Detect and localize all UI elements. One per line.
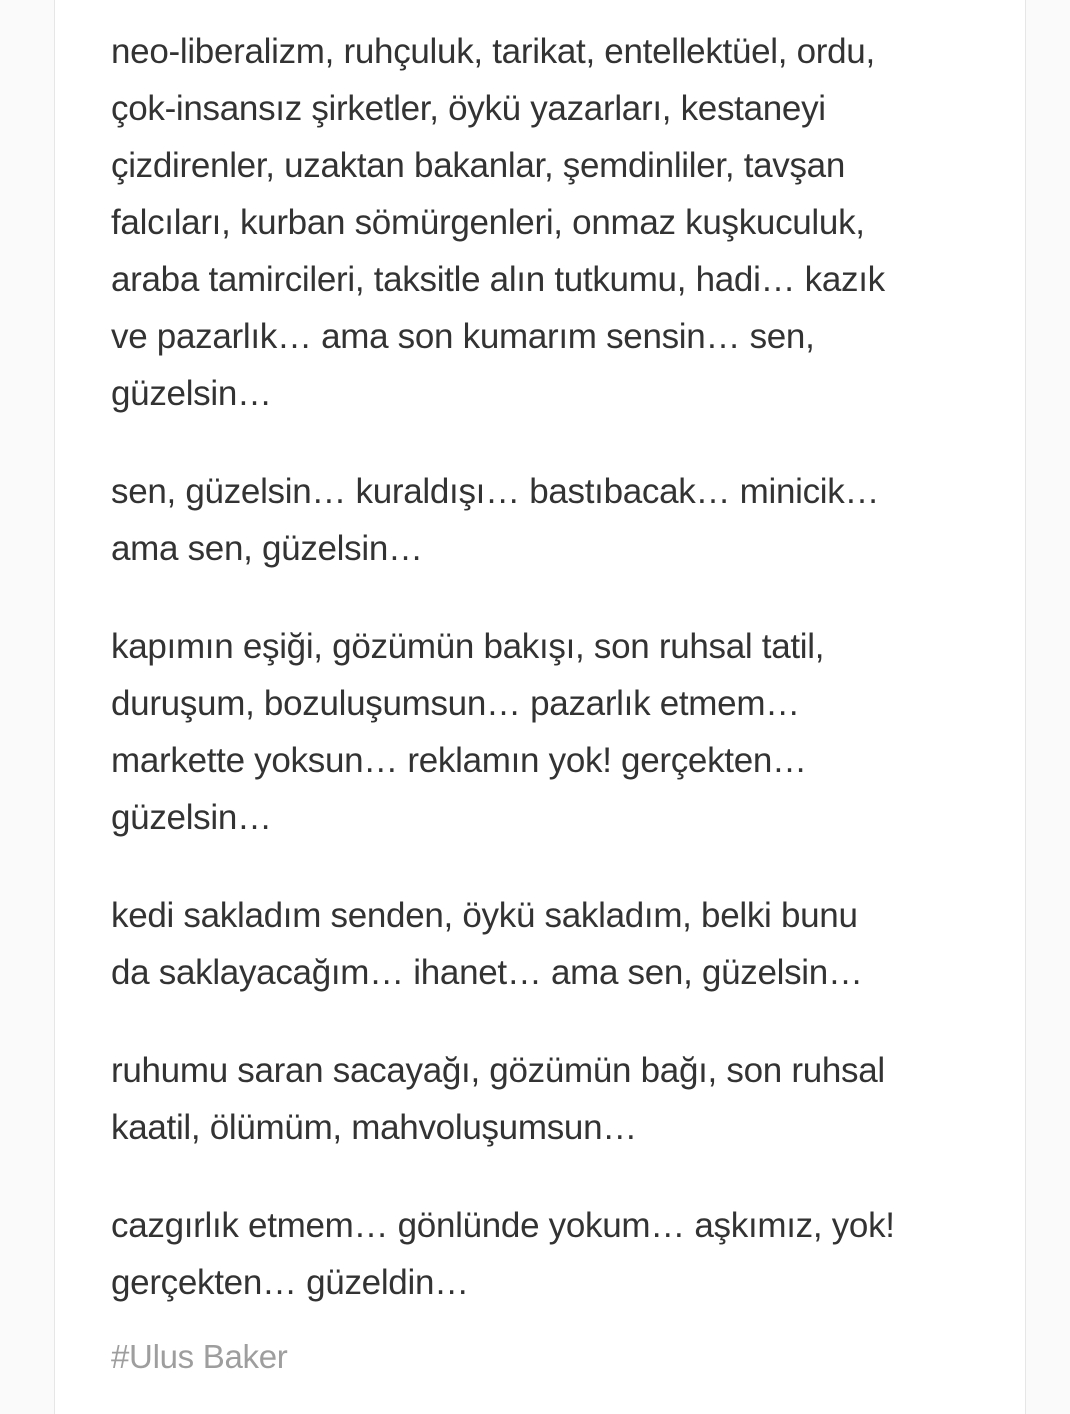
text-line: falcıları, kurban sömürgenleri, onmaz kuşkuculuk, xyxy=(111,203,865,242)
paragraph-6 xyxy=(111,1197,991,1311)
text-line: güzelsin… xyxy=(111,374,272,413)
text-line: çok-insansız şirketler, öykü yazarları, kestaneyi xyxy=(111,89,826,128)
text-line: güzelsin… xyxy=(111,798,272,837)
paragraph-1 xyxy=(111,23,991,422)
text-line: neo-liberalizm, ruhçuluk, tarikat, entellektüel, ordu, xyxy=(111,32,875,71)
text-line: kaatil, ölümüm, mahvoluşumsun… xyxy=(111,1108,637,1147)
text-line: ruhumu saran sacayağı, gözümün bağı, son ruhsal xyxy=(111,1051,885,1090)
text-line: ve pazarlık… ama son kumarım sensin… sen, xyxy=(111,317,815,356)
post-card xyxy=(54,0,1026,1414)
text-line: da saklayacağım… ihanet… ama sen, güzelsin… xyxy=(111,953,863,992)
hashtag-link[interactable]: #Ulus Baker xyxy=(111,1338,288,1375)
text-line: araba tamircileri, taksitle alın tutkumu, hadi… kazık xyxy=(111,260,885,299)
paragraph-2 xyxy=(111,463,991,577)
text-line: duruşum, bozuluşumsun… pazarlık etmem… xyxy=(111,684,800,723)
post-body xyxy=(111,23,991,1352)
paragraph-5 xyxy=(111,1042,991,1156)
text-line: kedi sakladım senden, öykü sakladım, belki bunu xyxy=(111,896,858,935)
text-line: ama sen, güzelsin… xyxy=(111,529,423,568)
text-line: gerçekten… güzeldin… xyxy=(111,1263,469,1302)
paragraph-3 xyxy=(111,618,991,846)
paragraph-4 xyxy=(111,887,991,1001)
text-line: çizdirenler, uzaktan bakanlar, şemdinliler, tavşan xyxy=(111,146,846,185)
text-line: kapımın eşiği, gözümün bakışı, son ruhsal tatil, xyxy=(111,627,825,666)
text-line: markette yoksun… reklamın yok! gerçekten… xyxy=(111,741,807,780)
text-line: cazgırlık etmem… gönlünde yokum… aşkımız, yok! xyxy=(111,1206,895,1245)
text-line: sen, güzelsin… kuraldışı… bastıbacak… minicik… xyxy=(111,472,880,511)
